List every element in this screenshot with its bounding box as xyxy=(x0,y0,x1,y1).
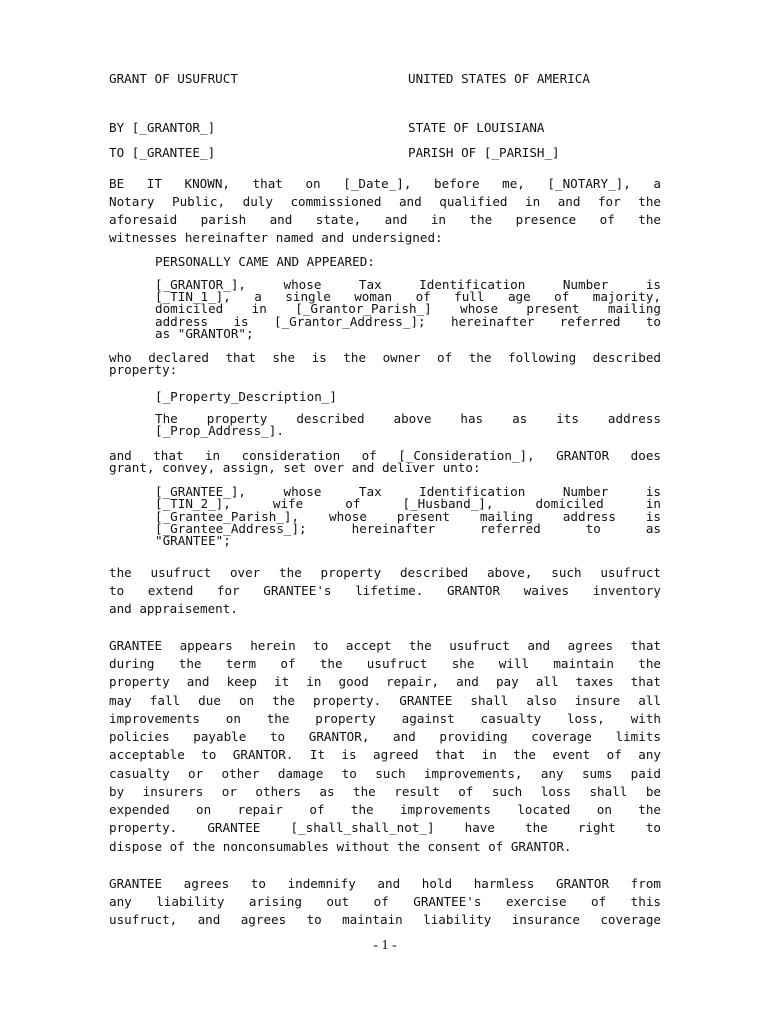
indemnify-line: any liability arising out of GRANTEE's exercise of this xyxy=(109,894,661,909)
jurisdiction-country: UNITED STATES OF AMERICA xyxy=(408,71,590,86)
usufruct-line: to extend for GRANTEE's lifetime. GRANTOR waives inventory xyxy=(109,583,661,598)
grantee-line: TO [_GRANTEE_] xyxy=(109,145,216,160)
obligation-line: during the term of the usufruct she will maintain the xyxy=(109,656,661,671)
obligation-line: casualty or other damage to such improvements, any sums paid xyxy=(109,766,661,781)
document-title: GRANT OF USUFRUCT xyxy=(109,71,238,86)
usufruct-line: the usufruct over the property described above, such usufruct xyxy=(109,565,661,580)
obligation-line: by insurers or others as the result of such loss shall be xyxy=(109,784,661,799)
obligation-line: may fall due on the property. GRANTEE shall also insure all xyxy=(109,693,661,708)
grantee-line: "GRANTEE"; xyxy=(155,533,231,548)
usufruct-line: and appraisement. xyxy=(109,601,238,616)
intro-line: witnesses hereinafter named and undersigned: xyxy=(109,230,443,245)
obligation-line: expended on repair of the improvements located on the xyxy=(109,802,661,817)
consideration-line: grant, convey, assign, set over and deliver unto: xyxy=(109,460,481,475)
jurisdiction-parish: PARISH OF [_PARISH_] xyxy=(408,145,560,160)
page-number: - 1 - xyxy=(373,938,397,953)
obligation-line: improvements on the property against casualty loss, with xyxy=(109,711,661,726)
address-line: [_Prop_Address_]. xyxy=(155,423,284,438)
declaration-line: who declared that she is the owner of the following described xyxy=(109,350,661,365)
grantee-line: [_TIN_2_], wife of [_Husband_], domiciled in xyxy=(155,496,661,511)
jurisdiction-state: STATE OF LOUISIANA xyxy=(408,120,545,135)
intro-line: Notary Public, duly commissioned and qualified in and for the xyxy=(109,194,661,209)
intro-line: aforesaid parish and state, and in the presence of the xyxy=(109,212,661,227)
consideration-line: and that in consideration of [_Consideration_], GRANTOR does xyxy=(109,448,661,463)
indemnify-line: usufruct, and agrees to maintain liability insurance coverage xyxy=(109,912,661,927)
declaration-line: property: xyxy=(109,362,178,377)
intro-line: BE IT KNOWN, that on [_Date_], before me, [_NOTARY_], a xyxy=(109,176,661,191)
indemnify-line: GRANTEE agrees to indemnify and hold harmless GRANTOR from xyxy=(109,876,661,891)
grantor-line: [_GRANTOR_], whose Tax Identification Number is xyxy=(155,277,661,292)
grantor-line: domiciled in [_Grantor_Parish_] whose present mailing xyxy=(155,301,661,316)
grantor-line: as "GRANTOR"; xyxy=(155,326,254,341)
obligation-line: property. GRANTEE [_shall_shall_not_] have the right to xyxy=(109,820,661,835)
grantor-line: BY [_GRANTOR_] xyxy=(109,120,216,135)
grantor-line: [_TIN_1_], a single woman of full age of majority, xyxy=(155,289,661,304)
obligation-line: policies payable to GRANTOR, and providing coverage limits xyxy=(109,729,661,744)
appearance-heading: PERSONALLY CAME AND APPEARED: xyxy=(155,254,375,269)
grantee-line: [_Grantee_Parish_], whose present mailing address is xyxy=(155,509,661,524)
grantee-line: [_Grantee_Address_]; hereinafter referred to as xyxy=(155,521,661,536)
obligation-line: dispose of the nonconsumables without the consent of GRANTOR. xyxy=(109,839,572,854)
obligation-line: acceptable to GRANTOR. It is agreed that in the event of any xyxy=(109,747,661,762)
address-line: The property described above has as its address xyxy=(155,411,661,426)
property-description: [_Property_Description_] xyxy=(155,389,337,404)
grantee-line: [_GRANTEE_], whose Tax Identification Number is xyxy=(155,484,661,499)
obligation-line: property and keep it in good repair, and pay all taxes that xyxy=(109,674,661,689)
obligation-line: GRANTEE appears herein to accept the usufruct and agrees that xyxy=(109,638,661,653)
grantor-line: address is [_Grantor_Address_]; hereinafter referred to xyxy=(155,314,661,329)
